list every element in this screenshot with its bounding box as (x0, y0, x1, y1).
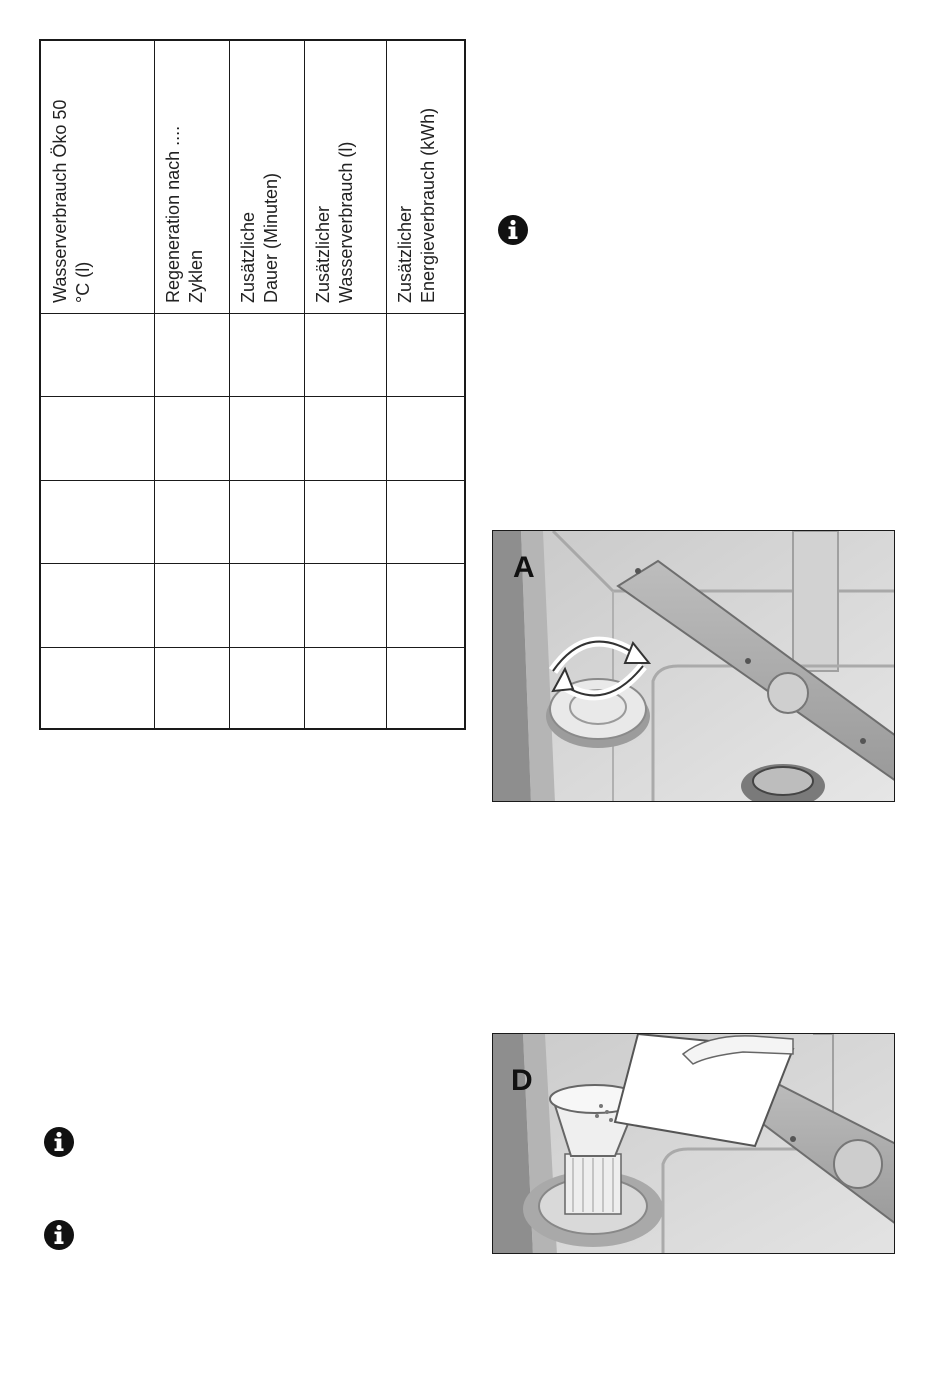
table-header-extra-water (304, 41, 386, 313)
header-line: Dauer (Minuten) (261, 172, 281, 303)
header-line: Regeneration nach .... (163, 125, 183, 303)
figure-label: D (511, 1064, 533, 1097)
table-row-divider (41, 313, 464, 314)
header-line: Wasserverbrauch (l) (336, 141, 356, 303)
table-row-divider (41, 396, 464, 397)
header-line: Energieverbrauch (kWh) (418, 107, 438, 303)
info-icon (43, 1219, 75, 1251)
table-row-divider (41, 480, 464, 481)
table-header-regeneration (154, 41, 229, 313)
figure-salt-cap-open (492, 530, 895, 802)
table-header-extra-energy (386, 41, 468, 313)
header-line: Zyklen (186, 249, 206, 303)
salt-filling-illustration (493, 1034, 895, 1254)
header-line: °C (l) (73, 261, 93, 303)
figure-salt-filling (492, 1033, 895, 1254)
info-icon (497, 214, 529, 246)
rotated-table (39, 39, 466, 730)
table-row-divider (41, 647, 464, 648)
info-icon (43, 1126, 75, 1158)
header-line: Zusätzliche (238, 211, 258, 303)
table-header-water-consumption (41, 41, 154, 313)
table-row-divider (41, 563, 464, 564)
table-header-extra-duration (229, 41, 304, 313)
figure-label: A (513, 551, 535, 584)
header-line: Zusätzlicher (313, 205, 333, 303)
header-line: Zusätzlicher (395, 205, 415, 303)
header-line: Wasserverbrauch Öko 50 (50, 99, 70, 303)
salt-cap-illustration (493, 531, 895, 802)
